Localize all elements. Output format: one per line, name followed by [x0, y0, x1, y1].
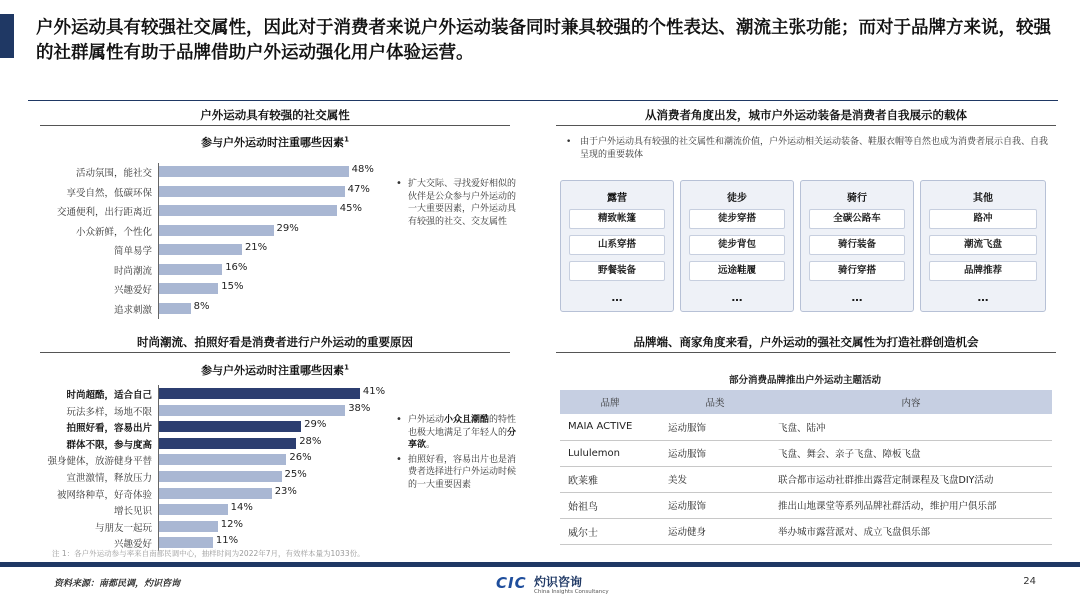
- table-cell-category: 运动服饰: [660, 492, 770, 518]
- bullet1-bold-2: 分享欲: [408, 427, 517, 450]
- chart-bar: [159, 388, 360, 399]
- chart-bar-row: [20, 385, 390, 403]
- column-item: 潮流飞盘: [929, 235, 1037, 255]
- table-header-cell: 品类: [660, 390, 770, 414]
- footnote: 注 1：各户外运动参与率来自南都民调中心，抽样时间为2022年7月，有效样本量为1033份。: [52, 549, 365, 558]
- column-head: 其他: [973, 193, 993, 204]
- column-item: 精致帐篷: [569, 209, 665, 229]
- chart-bar: [159, 537, 213, 548]
- chart-bar: [159, 521, 218, 532]
- bottom-left-bar-chart: [20, 385, 390, 550]
- footer-bar: [0, 562, 1080, 567]
- chart-bar: [159, 303, 191, 314]
- top-left-title: 户外运动具有较强的社交属性: [200, 108, 350, 122]
- chart-category-label: 小众新鲜，个性化: [75, 226, 152, 238]
- chart-bar-row: [20, 402, 390, 420]
- chart-value-label: 8%: [193, 300, 210, 312]
- bottom-left-title: 时尚潮流、拍照好看是消费者进行户外运动的重要原因: [137, 335, 413, 349]
- chart-bar: [159, 283, 218, 294]
- top-right-note-text: • 由于户外运动具有较强的社交属性和潮流价值，户外运动相关运动装备、鞋服衣帽等自然也成为消费者展示自我、自我呈现的重要载体: [580, 137, 1049, 160]
- chart-bar-row: [20, 183, 390, 201]
- chart-value-label: 45%: [339, 203, 362, 214]
- table-cell-brand: MAIA ACTIVE: [560, 414, 660, 440]
- chart-value-label: 15%: [221, 281, 244, 292]
- chart-bar: [159, 166, 349, 177]
- table-cell-content: 举办城市露营派对、成立飞盘俱乐部: [770, 518, 1052, 544]
- bottom-left-bullet-2: • 拍照好看，容易出片也是消费者选择进行户外运动时候的一大重要因素: [396, 454, 518, 492]
- chart-category-label: 时尚潮流: [113, 265, 152, 277]
- chart-value-label: 28%: [299, 435, 322, 447]
- bottom-left-chart-title-sup: 1: [344, 363, 349, 372]
- bottom-left-bullets: [396, 414, 518, 493]
- column-more: …: [611, 291, 623, 304]
- chart-bar-row: [20, 241, 390, 259]
- chart-category-label: 兴趣爱好: [113, 539, 152, 551]
- top-right-title: 从消费者角度出发，城市户外运动装备是消费者自我展示的载体: [645, 108, 967, 122]
- chart-bar-row: [20, 518, 390, 536]
- chart-bar-row: [20, 451, 390, 469]
- chart-bar: [159, 244, 242, 255]
- column-camping: [560, 180, 674, 312]
- table-cell-content: 飞盘、舞会、亲子飞盘、障板飞盘: [770, 440, 1052, 466]
- chart-bar: [159, 225, 274, 236]
- chart-value-label: 29%: [276, 222, 299, 234]
- chart-category-label: 活动氛围，能社交: [75, 168, 152, 179]
- chart-category-label: 玩法多样，场地不限: [66, 406, 152, 418]
- chart-bar-row: [20, 202, 390, 220]
- column-head: 骑行: [847, 193, 867, 204]
- source-note: 资料来源：南都民调，灼识咨询: [54, 579, 181, 589]
- chart-category-label: 简单易学: [113, 246, 152, 257]
- table-row: [560, 414, 1052, 440]
- chart-category-label: 强身健体，放游健身平替: [47, 456, 152, 468]
- chart-value-label: 48%: [351, 164, 374, 175]
- chart-value-label: 12%: [220, 518, 244, 530]
- chart-bar: [159, 504, 228, 515]
- table-header-row: [560, 390, 1052, 414]
- bottom-left-title-rule: [40, 352, 510, 353]
- table-cell-category: 运动服饰: [660, 440, 770, 466]
- bottom-left-chart-title: [40, 362, 510, 378]
- chart-value-label: 38%: [348, 402, 371, 414]
- table-cell-brand: 始祖鸟: [560, 492, 660, 518]
- brand-activities-table: [560, 390, 1052, 545]
- chart-category-label: 兴趣爱好: [113, 285, 152, 296]
- top-left-bullets: [396, 178, 518, 230]
- page-number: 24: [1023, 576, 1036, 587]
- chart-bar: [159, 405, 345, 416]
- bottom-left-chart-title-text: 参与户外运动时注重哪些因素: [201, 364, 345, 377]
- column-item: 骑行穿搭: [809, 261, 905, 281]
- top-divider: [28, 100, 1058, 101]
- chart-category-label: 追求刺激: [113, 304, 152, 316]
- top-left-chart-title-sup: 1: [344, 135, 349, 144]
- table-cell-category: 美发: [660, 466, 770, 492]
- chart-bar: [159, 205, 337, 216]
- table-cell-content: 推出山地课堂等系列品牌社群活动，维护用户俱乐部: [770, 492, 1052, 518]
- table-cell-brand: 欧莱雅: [560, 466, 660, 492]
- chart-value-label: 25%: [284, 469, 307, 480]
- chart-value-label: 14%: [230, 502, 253, 514]
- table-cell-content: 联合都市运动社群推出露营定制课程及飞盘DIY活动: [770, 466, 1052, 492]
- bottom-right-title: 品牌端、商家角度来看，户外运动的强社交属性为打造社群创造机会: [633, 335, 979, 349]
- chart-bar-row: [20, 485, 390, 503]
- table-row: [560, 440, 1052, 466]
- chart-bar-row: [20, 501, 390, 519]
- chart-bar-row: [20, 468, 390, 486]
- bullet1-pre: 户外运动: [408, 415, 445, 425]
- chart-category-label: 交通便利，出行距离近: [56, 207, 152, 218]
- column-item: 徒步穿搭: [689, 209, 785, 229]
- chart-bar: [159, 421, 301, 432]
- top-left-chart-title: [40, 134, 510, 150]
- column-head: 徒步: [727, 193, 747, 204]
- table-header-cell: 内容: [770, 390, 1052, 414]
- table-row: [560, 518, 1052, 544]
- logo-subtitle: China Insights Consultancy: [534, 589, 609, 595]
- chart-bar: [159, 438, 296, 449]
- top-right-note: [566, 136, 1056, 162]
- table-row: [560, 492, 1052, 518]
- table-cell-content: 飞盘、陆冲: [770, 414, 1052, 440]
- chart-value-label: 41%: [362, 386, 386, 397]
- top-left-bar-chart: [20, 163, 390, 323]
- column-hiking: [680, 180, 794, 312]
- chart-value-label: 21%: [244, 242, 268, 253]
- chart-category-label: 享受自然，低碳环保: [66, 187, 152, 199]
- column-more: …: [851, 291, 863, 304]
- top-left-chart-title-text: 参与户外运动时注重哪些因素: [201, 136, 345, 149]
- logo-name: 灼识咨询: [534, 575, 583, 589]
- chart-bar: [159, 264, 222, 275]
- column-item: 骑行装备: [809, 235, 905, 255]
- chart-value-label: 47%: [347, 183, 370, 195]
- chart-value-label: 29%: [304, 419, 327, 431]
- bullet1-bold-1: 小众且潮酷: [444, 415, 490, 425]
- bottom-right-title-rule: [556, 352, 1056, 353]
- column-more: …: [977, 291, 989, 304]
- column-item: 全碳公路车: [809, 209, 905, 229]
- logo-mark: CIC: [496, 574, 527, 592]
- column-more: …: [731, 291, 743, 304]
- top-right-title-rule: [556, 125, 1056, 126]
- chart-bar-row: [20, 300, 390, 318]
- chart-bar-row: [20, 261, 390, 279]
- chart-value-label: 16%: [225, 261, 248, 273]
- chart-category-label: 宣泄激情，释放压力: [66, 473, 152, 484]
- chart-bar: [159, 454, 286, 465]
- page-headline: 户外运动具有较强社交属性，因此对于消费者来说户外运动装备同时兼具较强的个性表达、潮流主张功能；而对于品牌方来说，较强的社群属性有助于品牌借助户外运动强化用户体验运营。: [36, 18, 1051, 63]
- column-item: 野餐装备: [569, 261, 665, 281]
- table-header-cell: 品牌: [560, 390, 660, 414]
- column-cycling: [800, 180, 914, 312]
- top-left-title-rule: [40, 125, 510, 126]
- chart-category-label: 被网络种草，好奇体验: [56, 489, 152, 501]
- column-other: [920, 180, 1046, 312]
- cic-logo: [496, 572, 609, 600]
- bottom-left-bullet-1: [396, 414, 518, 452]
- table-cell-brand: 威尔士: [560, 518, 660, 544]
- table-cell-brand: Lululemon: [560, 440, 660, 466]
- chart-value-label: 26%: [289, 452, 312, 464]
- chart-value-label: 11%: [215, 535, 239, 547]
- chart-category-label: 群体不限，参与度高: [66, 439, 152, 451]
- table-cell-category: 运动服饰: [660, 414, 770, 440]
- chart-bar-row: [20, 418, 390, 436]
- chart-value-label: 23%: [274, 485, 297, 497]
- column-item: 远途鞋履: [689, 261, 785, 281]
- chart-bar: [159, 488, 272, 499]
- chart-bar-row: [20, 163, 390, 181]
- column-head: 露营: [607, 193, 627, 204]
- chart-bar-row: [20, 280, 390, 298]
- chart-category-label: 增长见识: [113, 506, 152, 518]
- table-row: [560, 466, 1052, 492]
- chart-bar-row: [20, 222, 390, 240]
- table-cell-category: 运动健身: [660, 518, 770, 544]
- chart-category-label: 拍照好看，容易出片: [66, 423, 152, 435]
- column-item: 徒步背包: [689, 235, 785, 255]
- column-item: 路冲: [929, 209, 1037, 229]
- column-item: 山系穿搭: [569, 235, 665, 255]
- chart-category-label: 与朋友一起玩: [94, 522, 152, 534]
- top-left-bullet: • 扩大交际、寻找爱好相似的伙伴是公众参与户外运动的一大重要因素，户外运动具有较强的社交、交友属性: [396, 178, 518, 228]
- title-accent-bar: [0, 14, 14, 58]
- chart-category-label: 时尚超酷，适合自己: [66, 390, 152, 401]
- chart-bar: [159, 471, 282, 482]
- bullet1-mid: 的特性也极大地满足了年轻人的: [408, 415, 517, 438]
- chart-bar: [159, 186, 345, 197]
- bullet1-post: 。: [426, 440, 436, 450]
- chart-bar-row: [20, 435, 390, 453]
- column-item: 品牌推荐: [929, 261, 1037, 281]
- table-caption: 部分消费品牌推出户外运动主题活动: [728, 375, 881, 386]
